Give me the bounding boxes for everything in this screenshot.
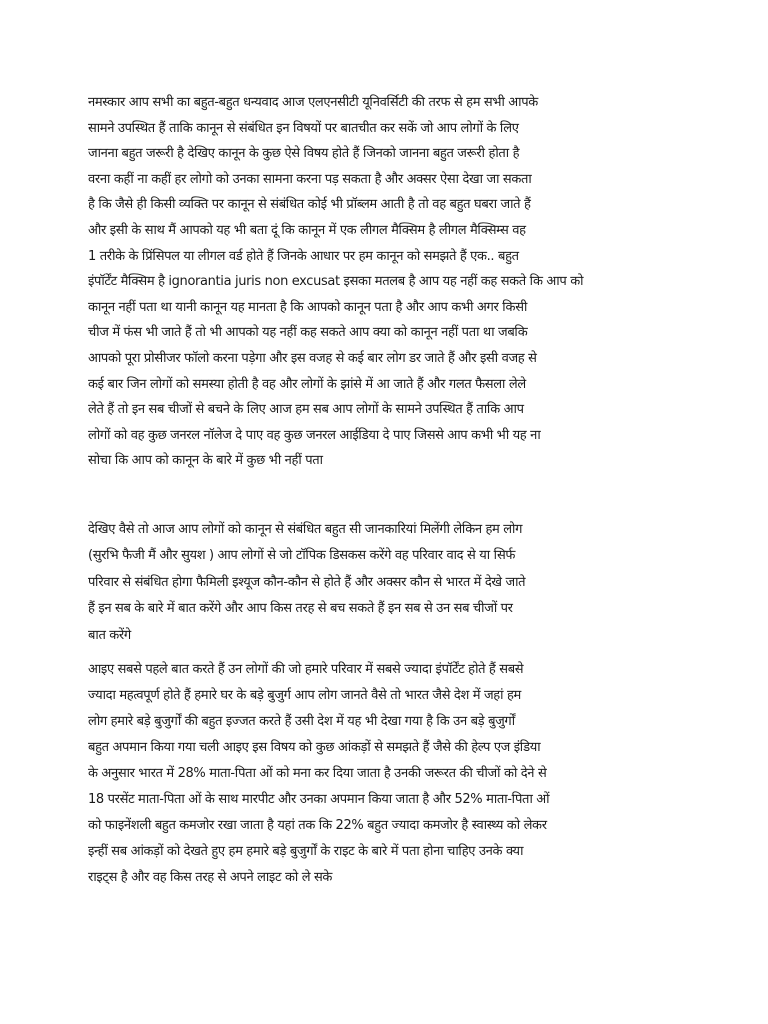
- text-line: नमस्कार आप सभी का बहुत-बहुत धन्यवाद आज एलएनसीटी यूनिवर्सिटी की तरफ से हम सभी आपके: [88, 95, 538, 110]
- text-line: लोग हमारे बड़े बुजुर्गों की बहुत इज्जत करते हैं उसी देश में यह भी देखा गया है कि उन बड़े बुजुर्गों: [88, 714, 515, 729]
- text-line: ज्यादा महत्वपूर्ण होते हैं हमारे घर के बड़े बुजुर्ग आप लोग जानते वैसे तो भारत जैसे देश में जहां हम: [88, 688, 521, 703]
- text-line: इन्हीं सब आंकड़ों को देखते हुए हम हमारे बड़े बुजुर्गों के राइट के बारे में पता होना चाहिए उनके क्या: [88, 844, 524, 859]
- paragraph-topic-overview: [88, 517, 688, 649]
- text-line: वरना कहीं ना कहीं हर लोगो को उनका सामना करना पड़ सकता है और अक्सर ऐसा देखा जा सकता: [88, 171, 532, 187]
- text-line: परिवार से संबंधित होगा फैमिली इश्यूज कौन-कौन से होते हैं और अक्सर कौन से भारत में देखे जाते: [88, 574, 526, 590]
- text-line: लेते हैं तो इन सब चीजों से बचने के लिए आज हम सब आप लोगों के सामने उपस्थित हैं ताकि आप: [88, 402, 524, 418]
- text-line: बात करेंगे: [88, 627, 131, 643]
- text-line: आइए सबसे पहले बात करते हैं उन लोगों की जो हमारे परिवार में सबसे ज्यादा इंपॉर्टेंट होते हैं सबसे: [88, 662, 524, 677]
- text-line: 1 तरीके के प्रिंसिपल या लीगल वर्ड होते हैं जिनके आधार पर हम कानून को समझते हैं एक.. बहुत: [88, 248, 519, 264]
- text-line: सोचा कि आप को कानून के बारे में कुछ भी नहीं पता: [88, 453, 323, 469]
- paragraph-introduction: [88, 90, 688, 474]
- text-line: चीज में फंस भी जाते हैं तो भी आपको यह नहीं कह सकते आप क्या को कानून नहीं पता था जबकि: [88, 325, 528, 341]
- text-line: 18 परसेंट माता-पिता ओं के साथ मारपीट और उनका अपमान किया जाता है और 52% माता-पिता ओं: [88, 792, 550, 807]
- text-line: बहुत अपमान किया गया चली आइए इस विषय को कुछ आंकड़ों से समझते हैं जैसे की हेल्प एज इंडिया: [88, 740, 541, 755]
- text-line: लोगों को वह कुछ जनरल नॉलेज दे पाए वह कुछ जनरल आईडिया दे पाए जिससे आप कभी भी यह ना: [88, 427, 541, 443]
- text-line: इंपॉर्टेंट मैक्सिम है ignorantia juris non excusat इसका मतलब है आप यह नहीं कह सकते कि आप को: [88, 274, 584, 290]
- text-line: आपको पूरा प्रोसीजर फॉलो करना पड़ेगा और इस वजह से कई बार लोग डर जाते हैं और इसी वजह से: [88, 350, 537, 366]
- text-line: हैं इन सब के बारे में बात करेंगे और आप किस तरह से बच सकते हैं इन सब से उन सब चीजों पर: [88, 601, 513, 617]
- text-line: कई बार जिन लोगों को समस्या होती है वह और लोगों के झांसे में आ जाते हैं और गलत फैसला लेले: [88, 376, 526, 392]
- text-line: देखिए वैसे तो आज आप लोगों को कानून से संबंधित बहुत सी जानकारियां मिलेंगी लेकिन हम लोग: [88, 522, 523, 537]
- text-line: जानना बहुत जरूरी है देखिए कानून के कुछ ऐसे विषय होते हैं जिनको जानना बहुत जरूरी होता है: [88, 146, 520, 162]
- text-line: को फाइनेंशली बहुत कमजोर रखा जाता है यहां तक कि 22% बहुत ज्यादा कमजोर है स्वास्थ्य को लेकर: [88, 818, 547, 833]
- text-line: कानून नहीं पता था यानी कानून यह मानता है कि आपको कानून पता है और आप कभी अगर किसी: [88, 299, 527, 315]
- paragraph-elderly-rights: [88, 657, 688, 891]
- text-line: (सुरभि फैजी मैं और सुयश ) आप लोगों से जो टॉपिक डिसकस करेंगे वह परिवार वाद से या सिर्फ: [88, 548, 516, 564]
- text-line: राइट्स है और वह किस तरह से अपने लाइट को ले सके: [88, 870, 333, 885]
- text-line: के अनुसार भारत में 28% माता-पिता ओं को मना कर दिया जाता है उनकी जरूरत की चीजों को देने से: [88, 766, 547, 781]
- text-line: है कि जैसे ही किसी व्यक्ति पर कानून से संबंधित कोई भी प्रॉब्लम आती है तो वह बहुत घबरा जाते हैं: [88, 197, 531, 213]
- text-line: और इसी के साथ मैं आपको यह भी बता दूं कि कानून में एक लीगल मैक्सिम है लीगल मैक्सिम्स वह: [88, 222, 526, 238]
- text-line: सामने उपस्थित हैं ताकि कानून से संबंधित इन विषयों पर बातचीत कर सकें जो आप लोगों के लिए: [88, 120, 519, 136]
